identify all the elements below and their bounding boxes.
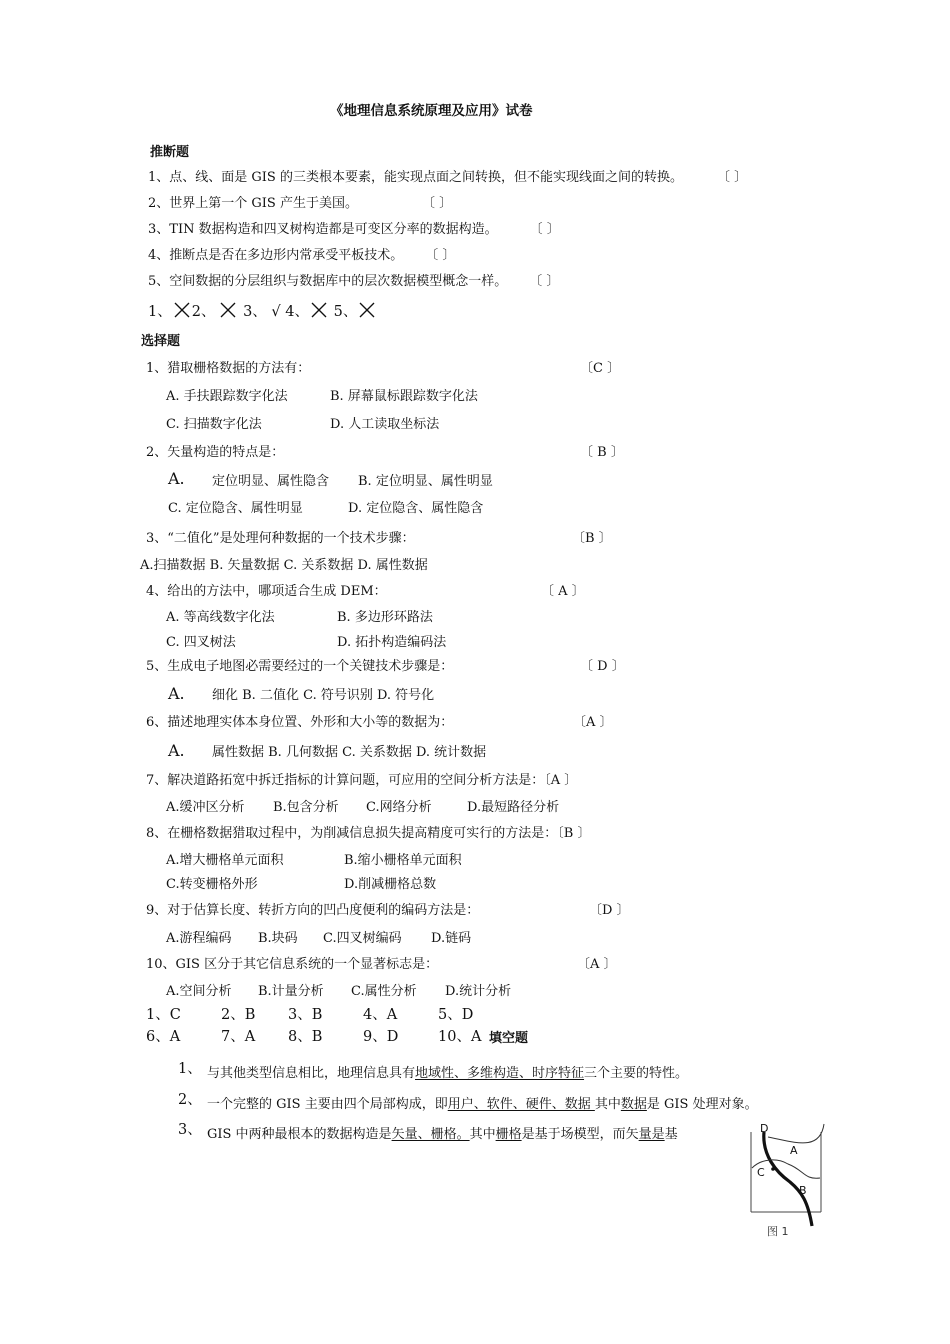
- mc-q1: 1、猎取栅格数据的方法有：: [146, 361, 311, 376]
- fill-text: 三个主要的特性。: [584, 1066, 689, 1081]
- mc-q4-option-c: C. 四叉树法: [166, 635, 236, 650]
- mc-q10-option-a: A.空间分析: [166, 984, 232, 999]
- fill-answer: 数据: [620, 1097, 647, 1112]
- tf-item-5: [148, 275, 559, 288]
- fill-answer: 地域性、多维构造、时序特征: [415, 1066, 585, 1081]
- fill-item-2: [207, 1098, 758, 1111]
- mc-q8: 8、在栅格数据猎取过程中，为削减信息损失提高精度可实行的方法是：〔B 〕: [146, 826, 591, 841]
- mc-q8-option-b: B.缩小栅格单元面积: [344, 853, 462, 868]
- mc-q7-option-a: A.缓冲区分析: [166, 800, 245, 815]
- mc-q6-options: 属性数据 B. 几何数据 C. 关系数据 D. 统计数据: [212, 745, 487, 760]
- tf-bracket: 〔 〕: [529, 274, 560, 289]
- tf-item-4: [148, 249, 455, 262]
- mc-q1-option-c: C. 扫描数字化法: [166, 417, 262, 432]
- mc-answer-8: 8、B: [288, 1029, 323, 1045]
- mc-q9-answer: 〔D 〕: [589, 903, 630, 918]
- tf-item-1: [148, 171, 747, 184]
- mc-q7: 7、解决道路拓宽中拆迁指标的计算问题，可应用的空间分析方法是：〔A 〕: [146, 773, 578, 788]
- mc-q2-option-c: C. 定位隐含、属性明显: [168, 501, 303, 516]
- fill-text: 基: [664, 1127, 678, 1142]
- cross-icon: [310, 301, 328, 319]
- mc-q7-option-b: B.包含分析: [273, 800, 339, 815]
- mc-q1-option-a: A. 手扶跟踪数字化法: [166, 389, 288, 404]
- mc-q6: 6、描述地理实体本身位置、外形和大小等的数据为：: [146, 715, 454, 730]
- fill-item-1: [207, 1067, 688, 1080]
- mc-q10-answer: 〔A 〕: [577, 957, 617, 972]
- mc-q4: 4、给出的方法中，哪项适合生成 DEM：: [146, 584, 387, 599]
- fill-text: GIS 中两种最根本的数据构造是: [207, 1127, 392, 1142]
- mc-q7-option-c: C.网络分析: [366, 800, 432, 815]
- cross-icon: [173, 301, 191, 319]
- mc-q5-options: 细化 B. 二值化 C. 符号识别 D. 符号化: [212, 688, 435, 703]
- figure-label-b: B: [799, 1184, 807, 1197]
- mc-q5-a-label: A.: [168, 684, 185, 703]
- mc-q4-option-a: A. 等高线数字化法: [166, 610, 275, 625]
- mc-q7-option-d: D.最短路径分析: [467, 800, 560, 815]
- fill-text: 与其他类型信息相比，地理信息具有: [207, 1066, 416, 1081]
- tf-answer-2: 2、: [191, 304, 216, 320]
- figure-label-a: A: [790, 1144, 798, 1157]
- mc-q1-option-d: D. 人工读取坐标法: [330, 417, 440, 432]
- mc-q9-option-d: D.链码: [431, 931, 472, 946]
- mc-answer-2: 2、B: [221, 1007, 256, 1023]
- fill-text: 其中: [594, 1097, 621, 1112]
- mc-q1-answer: 〔C 〕: [580, 361, 621, 376]
- figure-1: [746, 1120, 826, 1245]
- fill-num-1: 1、: [178, 1061, 202, 1077]
- mc-q8-option-d: D.削减栅格总数: [344, 877, 437, 892]
- tf-answer-1: 1、: [148, 304, 172, 320]
- mc-q2: 2、矢量构造的特点是：: [146, 445, 285, 460]
- figure-caption: 图 1: [767, 1225, 789, 1238]
- check-mark: √: [271, 304, 281, 320]
- mc-q1-option-b: B. 屏幕鼠标跟踪数字化法: [330, 389, 478, 404]
- fill-text: 是 GIS 处理对象。: [646, 1097, 758, 1112]
- mc-q10-option-b: B.计量分析: [258, 984, 324, 999]
- mc-answer-5: 5、D: [438, 1007, 474, 1023]
- mc-q10-option-c: C.属性分析: [351, 984, 417, 999]
- mc-q2-option-a: 定位明显、属性隐含: [212, 474, 330, 489]
- mc-q2-a-label: A.: [168, 469, 185, 488]
- mc-q9-option-a: A.游程编码: [166, 931, 232, 946]
- mc-q9-option-b: B.块码: [258, 931, 298, 946]
- fill-answer: 用户、软件、硬件、数据: [447, 1097, 595, 1112]
- tf-item-text: 1、点、线、面是 GIS 的三类根本要素，能实现点面之间转换，但不能实现线面之间的转换。: [148, 170, 683, 185]
- fill-text: 是基于场模型，而矢: [521, 1127, 639, 1142]
- tf-bracket: 〔 〕: [425, 248, 456, 263]
- fill-num-3: 3、: [178, 1122, 202, 1138]
- mc-q8-option-c: C.转变栅格外形: [166, 877, 258, 892]
- tf-item-2: [148, 197, 452, 210]
- mc-q5: 5、生成电子地图必需要经过的一个关键技术步骤是：: [146, 659, 454, 674]
- tf-answer-3: 3、: [243, 304, 267, 320]
- mc-heading: 选择题: [141, 334, 181, 349]
- mc-q2-option-d: D. 定位隐含、属性隐含: [348, 501, 484, 516]
- tf-bracket: 〔 〕: [421, 196, 453, 211]
- mc-q2-option-b: B. 定位明显、属性明显: [358, 474, 493, 489]
- mc-q9: 9、对于估算长度、转折方向的凹凸度便利的编码方法是：: [146, 903, 480, 918]
- mc-answer-4: 4、A: [363, 1007, 398, 1023]
- tf-bracket: 〔 〕: [716, 170, 748, 185]
- fill-text: 一个完整的 GIS 主要由四个局部构成，即: [207, 1097, 448, 1112]
- mc-q3: 3、“二值化”是处理何种数据的一个技术步骤：: [146, 531, 415, 546]
- cross-icon: [358, 301, 376, 319]
- fill-item-3: [207, 1128, 678, 1141]
- mc-q4-option-d: D. 拓扑构造编码法: [337, 635, 447, 650]
- tf-bracket: 〔 〕: [529, 222, 560, 237]
- mc-q10-option-d: D.统计分析: [445, 984, 512, 999]
- tf-item-text: 4、推断点是否在多边形内常承受平板技术。: [148, 248, 404, 263]
- mc-q5-answer: 〔 D 〕: [580, 659, 625, 674]
- mc-q3-answer: 〔B 〕: [572, 531, 612, 546]
- tf-answer-4: 4、: [285, 304, 310, 320]
- mc-q3-options: A.扫描数据 B. 矢量数据 C. 关系数据 D. 属性数据: [140, 558, 428, 573]
- fill-text: 其中: [469, 1127, 496, 1142]
- mc-q8-option-a: A.增大栅格单元面积: [166, 853, 284, 868]
- fill-answer: 矢量、栅格。: [391, 1127, 470, 1142]
- fill-answer: 量是: [638, 1127, 665, 1142]
- tf-answers: [148, 301, 377, 320]
- figure-label-d: D: [760, 1122, 769, 1135]
- mc-q4-option-b: B. 多边形环路法: [337, 610, 433, 625]
- mc-answer-9: 9、D: [363, 1029, 399, 1045]
- fill-answer: 栅格: [495, 1127, 522, 1142]
- mc-answer-1: 1、C: [146, 1007, 181, 1023]
- tf-item-text: 2、世界上第一个 GIS 产生于美国。: [148, 196, 358, 211]
- mc-q9-option-c: C.四叉树编码: [323, 931, 402, 946]
- cross-icon: [219, 301, 237, 319]
- fill-num-2: 2、: [178, 1092, 202, 1108]
- tf-heading: 推断题: [150, 145, 190, 160]
- mc-q4-answer: 〔 A 〕: [541, 584, 585, 599]
- mc-q6-answer: 〔A 〕: [573, 715, 613, 730]
- tf-item-text: 5、空间数据的分层组织与数据库中的层次数据模型概念一样。: [148, 274, 508, 289]
- mc-answer-3: 3、B: [288, 1007, 323, 1023]
- fill-heading: 填空题: [489, 1031, 529, 1046]
- figure-label-c: C: [757, 1166, 765, 1179]
- tf-answer-5: 5、: [333, 304, 358, 320]
- page-title: 《地理信息系统原理及应用》试卷: [330, 103, 533, 119]
- mc-answer-10: 10、A: [438, 1029, 482, 1045]
- mc-answer-6: 6、A: [146, 1029, 181, 1045]
- tf-item-3: [148, 223, 560, 236]
- mc-answer-7: 7、A: [221, 1029, 256, 1045]
- mc-q10: 10、GIS 区分于其它信息系统的一个显著标志是：: [146, 957, 439, 972]
- mc-q6-a-label: A.: [168, 741, 185, 760]
- tf-item-text: 3、TIN 数据构造和四叉树构造都是可变区分率的数据构造。: [148, 222, 498, 237]
- mc-q2-answer: 〔 B 〕: [580, 445, 624, 460]
